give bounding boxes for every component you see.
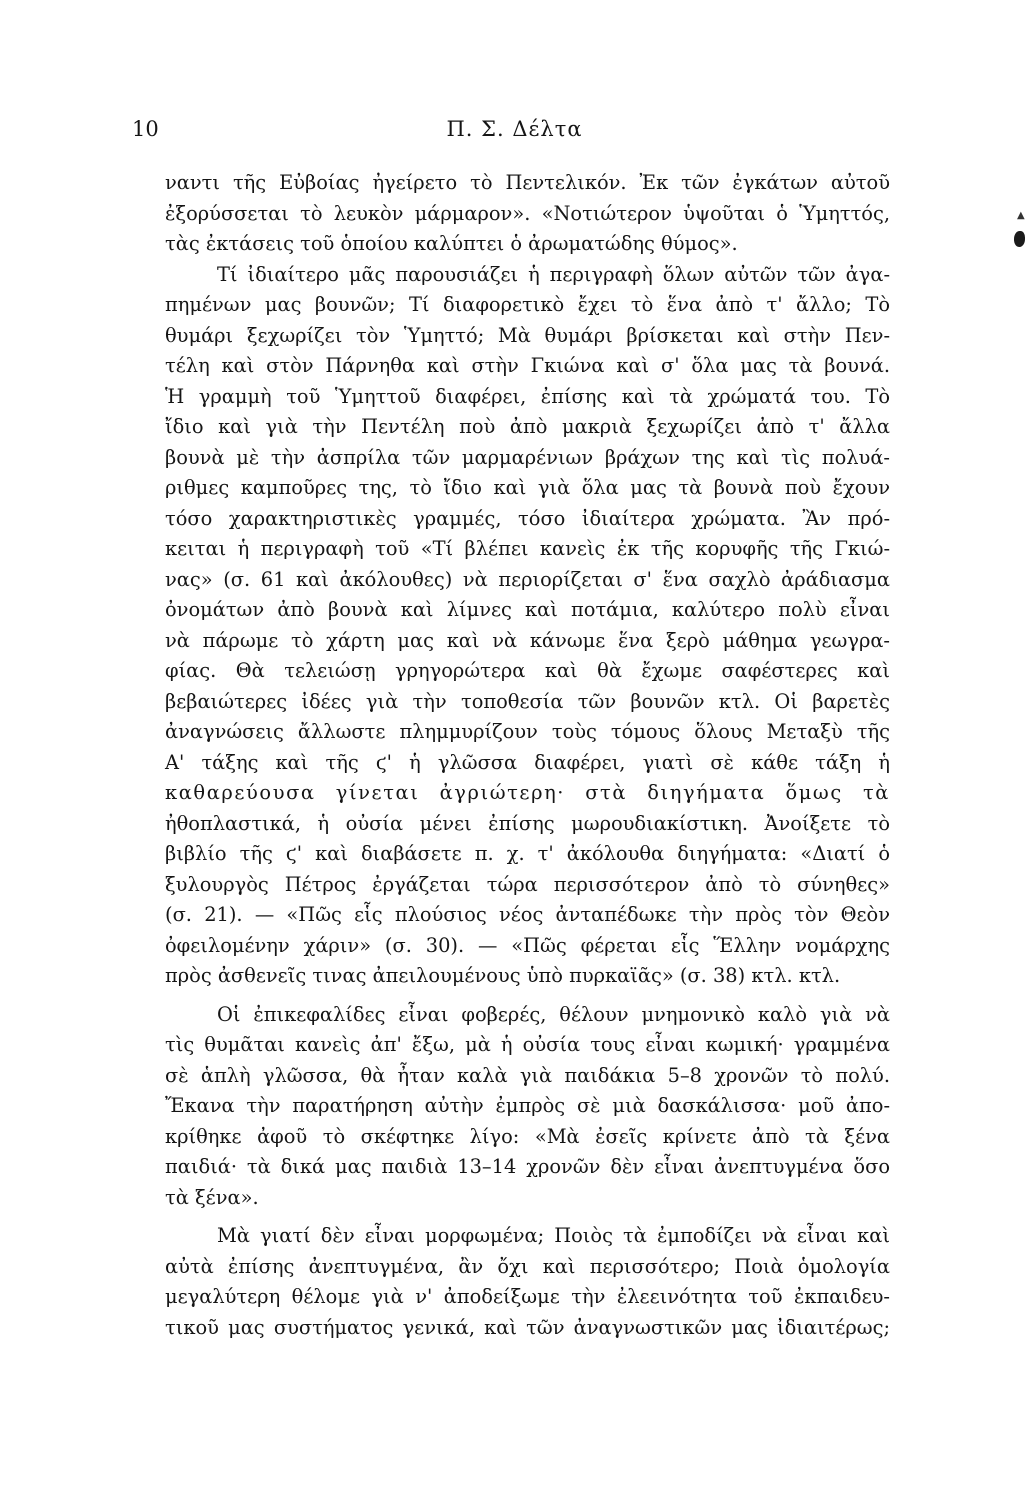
text-line: Α' τάξης καὶ τῆς ϛ' ἡ γλῶσσα διαφέρει, γιατὶ σὲ κάθε τάξη ἡ xyxy=(165,750,890,774)
text-line: μεγαλύτερη θέλομε γιὰ ν' ἀποδείξωμε τὴν ἐλεεινότητα τοῦ ἐκπαιδευ- xyxy=(165,1285,890,1308)
text-line: ὀφειλομένην χάριν» (σ. 30). — «Πῶς φέρεται εἷς Ἕλλην νομάρχης xyxy=(165,933,890,957)
text-line: τόσο χαρακτηριστικὲς γραμμές, τόσο ἰδιαίτερα χρώματα. Ἂν πρό- xyxy=(165,506,890,530)
text-line: ἴδιο καὶ γιὰ τὴν Πεντέλη ποὺ ἀπὸ μακριὰ ξεχωρίζει ἀπὸ τ' ἄλλα xyxy=(165,415,890,438)
text-line: νὰ πάρωμε τὸ χάρτη μας καὶ νὰ κάνωμε ἕνα ξερὸ μάθημα γεωγρα- xyxy=(165,628,890,652)
text-line: σὲ ἁπλὴ γλῶσσα, θὰ ἦταν καλὰ γιὰ παιδάκια 5–8 χρονῶν τὸ πολύ. xyxy=(165,1063,890,1087)
page-number: 10 xyxy=(132,117,159,141)
text-line: ναντι τῆς Εὐβοίας ἠγείρετο τὸ Πεντελικόν. Ἐκ τῶν ἐγκάτων αὐτοῦ xyxy=(165,171,890,194)
text-line: Ἡ γραμμὴ τοῦ Ὑμηττοῦ διαφέρει, ἐπίσης καὶ τὰ χρώματά του. Τὸ xyxy=(165,384,890,408)
text-line: Τί ἰδιαίτερο μᾶς παρουσιάζει ἡ περιγραφὴ ὅλων αὐτῶν τῶν ἀγα- xyxy=(217,262,890,286)
running-head: Π. Σ. Δέλτα xyxy=(446,117,583,141)
body-text xyxy=(165,168,890,1343)
text-line: βουνὰ μὲ τὴν ἀσπρίλα τῶν μαρμαρένιων βράχων της καὶ τὶς πολυά- xyxy=(165,445,890,469)
text-line: τικοῦ μας συστήματος γενικά, καὶ τῶν ἀναγνωστικῶν μας ἰδιαιτέρως; xyxy=(165,1315,890,1339)
text-line: Ἔκανα τὴν παρατήρηση αὐτὴν ἐμπρὸς σὲ μιὰ δασκάλισσα· μοῦ ἀπο- xyxy=(165,1094,890,1117)
text-line: καθαρεύουσα γίνεται ἀγριώτερη· στὰ διηγήματα ὅμως τὰ xyxy=(165,781,890,804)
text-line: τέλη καὶ στὸν Πάρνηθα καὶ στὴν Γκιώνα καὶ σ' ὅλα μας τὰ βουνά. xyxy=(165,354,890,377)
text-line: τὰς ἐκτάσεις τοῦ ὁποίου καλύπτει ὁ ἀρωματώδης θύμος». xyxy=(165,232,738,255)
text-line: ἀναγνώσεις ἄλλωστε πλημμυρίζουν τοὺς τόμους ὅλους Μεταξὺ τῆς xyxy=(165,720,890,743)
text-line: ξυλουργὸς Πέτρος ἐργάζεται τώρα περισσότερον ἀπὸ τὸ σύνηθες» xyxy=(165,872,890,896)
text-line: ἐξορύσσεται τὸ λευκὸν μάρμαρον». «Νοτιώτερον ὑψοῦται ὁ Ὑμηττός, xyxy=(165,201,890,225)
text-line: κειται ἡ περιγραφὴ τοῦ «Τί βλέπει κανεὶς ἐκ τῆς κορυφῆς τῆς Γκιώ- xyxy=(165,537,890,560)
text-line: θυμάρι ξεχωρίζει τὸν Ὑμηττό; Μὰ θυμάρι βρίσκεται καὶ στὴν Πεν- xyxy=(165,323,890,347)
text-line: Οἱ ἐπικεφαλίδες εἶναι φοβερές, θέλουν μνημονικὸ καλὸ γιὰ νὰ xyxy=(217,1002,890,1026)
text-line: ἠθοπλαστικά, ἡ οὐσία μένει ἐπίσης μωρουδιακίστικη. Ἀνοίξετε τὸ xyxy=(165,811,890,835)
text-line: αὐτὰ ἐπίσης ἀνεπτυγμένα, ἂν ὄχι καὶ περισσότερο; Ποιὰ ὁμολογία xyxy=(165,1254,890,1278)
text-line: τὶς θυμᾶται κανεὶς ἀπ' ἔξω, μὰ ἡ οὐσία τους εἶναι κωμική· γραμμένα xyxy=(165,1033,890,1056)
text-line: κρίθηκε ἀφοῦ τὸ σκέφτηκε λίγο: «Μὰ ἐσεῖς κρίνετε ἀπὸ τὰ ξένα xyxy=(165,1124,890,1148)
text-line: νας» (σ. 61 καὶ ἀκόλουθες) νὰ περιορίζεται σ' ἕνα σαχλὸ ἀράδιασμα xyxy=(165,567,890,591)
text-line: (σ. 21). — «Πῶς εἷς πλούσιος νέος ἀνταπέδωκε τὴν πρὸς τὸν Θεὸν xyxy=(165,903,890,926)
text-line: πρὸς ἀσθενεῖς τινας ἀπειλουμένους ὑπὸ πυρκαϊᾶς» (σ. 38) κτλ. κτλ. xyxy=(165,964,841,987)
paragraph-gap xyxy=(165,992,890,1000)
text-line: φίας. Θὰ τελειώσῃ γρηγορώτερα καὶ θὰ ἔχωμε σαφέστερες καὶ xyxy=(165,659,890,682)
text-line: βιβλίο τῆς ϛ' καὶ διαβάσετε π. χ. τ' ἀκόλουθα διηγήματα: «Διατί ὁ xyxy=(165,842,890,865)
ink-blot-icon xyxy=(1014,231,1025,247)
text-line: πημένων μας βουνῶν; Τί διαφορετικὸ ἔχει τὸ ἕνα ἀπὸ τ' ἄλλο; Τὸ xyxy=(165,293,890,316)
margin-arrow-icon: ▲ xyxy=(1017,210,1025,221)
paragraph-gap xyxy=(165,1213,890,1221)
text-line: τὰ ξένα». xyxy=(165,1185,259,1209)
text-line: βεβαιώτερες ἰδέες γιὰ τὴν τοποθεσία τῶν βουνῶν κτλ. Οἱ βαρετὲς xyxy=(165,689,890,713)
text-line: ὀνομάτων ἀπὸ βουνὰ καὶ λίμνες καὶ ποτάμια, καλύτερο πολὺ εἶναι xyxy=(165,598,890,621)
text-line: ριθμες καμποῦρες της, τὸ ἴδιο καὶ γιὰ ὅλα μας τὰ βουνὰ ποὺ ἔχουν xyxy=(165,476,890,499)
text-line: Μὰ γιατί δὲν εἶναι μορφωμένα; Ποιὸς τὰ ἐμποδίζει νὰ εἶναι καὶ xyxy=(217,1224,890,1247)
text-line: παιδιά· τὰ δικά μας παιδιὰ 13–14 χρονῶν δὲν εἶναι ἀνεπτυγμένα ὅσο xyxy=(165,1155,890,1178)
